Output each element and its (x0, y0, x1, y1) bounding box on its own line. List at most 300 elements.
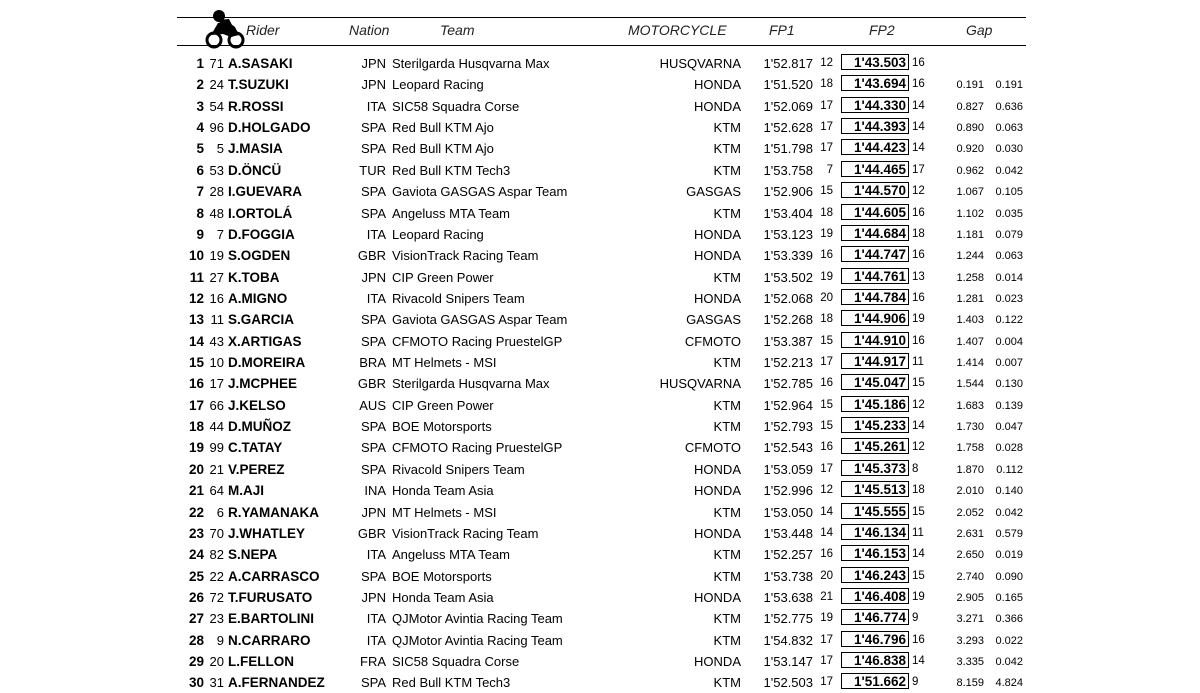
fp1-time: 1'52.503 (763, 675, 813, 691)
motorcycle: HONDA (694, 654, 741, 670)
rider-name: J.KELSO (228, 397, 286, 413)
team-name: CFMOTO Racing PruestelGP (392, 333, 563, 349)
position: 22 (188, 504, 204, 520)
rider-number: 72 (209, 590, 224, 605)
rider-number: 20 (209, 654, 224, 670)
table-row (0, 203, 1200, 224)
fp1-time: 1'54.832 (763, 632, 813, 648)
rider-name: S.OGDEN (228, 248, 291, 264)
fp1-time: 1'53.123 (763, 226, 813, 242)
gap-to-previous: 0.165 (995, 592, 1023, 604)
header-rider: Rider (246, 22, 280, 38)
gap-to-first: 8.159 (956, 677, 984, 690)
fp1-lap: 15 (820, 185, 833, 198)
rider-name: C.TATAY (228, 440, 283, 456)
nation: JPN (361, 56, 386, 71)
team-name: CIP Green Power (392, 269, 494, 285)
table-top-rule (177, 17, 1026, 18)
rider-number: 96 (209, 120, 224, 136)
fp1-lap: 17 (820, 99, 833, 112)
team-name: BOE Motorsports (392, 568, 492, 584)
rider-number: 6 (216, 504, 224, 520)
gap-to-previous: 0.030 (995, 143, 1023, 156)
gap-to-first: 2.010 (956, 485, 984, 498)
gap-to-previous: 0.028 (995, 442, 1023, 455)
motorcycle: KTM (713, 355, 741, 371)
rider-number: 82 (209, 547, 224, 563)
fp2-lap: 16 (912, 78, 925, 91)
fp2-time: 1'44.605 (841, 204, 909, 220)
gap-to-first: 1.067 (956, 186, 984, 199)
nation: GBR (357, 525, 386, 541)
table-row (0, 459, 1200, 480)
nation: SPA (360, 141, 386, 157)
fp2-time: 1'44.910 (841, 332, 909, 348)
team-name: Leopard Racing (392, 226, 484, 242)
nation: INA (364, 483, 386, 499)
gap-to-previous: 0.105 (995, 186, 1023, 199)
gap-to-previous: 0.042 (995, 506, 1023, 519)
position: 16 (188, 376, 204, 392)
rider-number: 54 (209, 98, 224, 114)
rider-number: 64 (209, 483, 224, 499)
fp2-time: 1'46.774 (841, 609, 909, 625)
motorcycle: KTM (713, 269, 741, 285)
nation: GBR (357, 248, 386, 264)
fp2-lap: 17 (912, 163, 925, 176)
rider-name: S.GARCIA (228, 312, 295, 328)
nation: SPA (360, 568, 386, 584)
nation: JPN (361, 590, 386, 605)
table-row (0, 523, 1200, 544)
position: 12 (188, 290, 204, 306)
team-name: Red Bull KTM Ajo (392, 141, 494, 157)
fp2-lap: 18 (912, 227, 925, 240)
header-rule (177, 45, 1026, 46)
gap-to-first: 1.181 (956, 228, 984, 241)
fp2-lap: 14 (912, 420, 925, 433)
position: 27 (188, 611, 204, 627)
header-motorcycle: MOTORCYCLE (628, 22, 727, 38)
team-name: SIC58 Squadra Corse (392, 98, 520, 114)
team-name: Angeluss MTA Team (392, 547, 511, 563)
nation: SPA (360, 120, 386, 136)
team-name: Red Bull KTM Tech3 (392, 675, 511, 691)
rider-number: 22 (209, 568, 224, 584)
motorcycle: HONDA (694, 461, 741, 477)
fp2-lap: 16 (912, 291, 925, 304)
nation: SPA (360, 333, 386, 349)
motorcycle: KTM (713, 141, 741, 157)
fp2-time: 1'44.906 (841, 310, 909, 326)
table-row (0, 608, 1200, 629)
fp1-time: 1'51.798 (763, 141, 813, 157)
fp1-lap: 18 (820, 313, 833, 326)
nation: BRA (359, 355, 386, 371)
nation: TUR (359, 162, 386, 178)
team-name: VisionTrack Racing Team (392, 248, 539, 264)
gap-to-first: 1.407 (956, 335, 984, 348)
position: 2 (196, 77, 204, 93)
gap-to-previous: 0.112 (996, 463, 1023, 476)
fp2-lap: 8 (912, 462, 919, 475)
nation: SPA (360, 312, 386, 328)
fp2-lap: 18 (912, 484, 925, 497)
fp2-time: 1'45.047 (841, 374, 909, 390)
gap-to-first: 2.740 (956, 570, 984, 583)
position: 11 (189, 269, 204, 285)
fp2-time: 1'45.186 (841, 396, 909, 412)
gap-to-previous: 0.063 (995, 122, 1023, 135)
fp2-lap: 16 (912, 57, 925, 69)
team-name: Rivacold Snipers Team (392, 290, 525, 306)
fp2-lap: 11 (912, 526, 924, 539)
team-name: BOE Motorsports (392, 419, 492, 435)
gap-to-first: 0.962 (956, 164, 984, 177)
table-row (0, 267, 1200, 288)
gap-to-first: 1.414 (956, 357, 984, 370)
fp2-lap: 12 (912, 185, 925, 198)
team-name: Gaviota GASGAS Aspar Team (392, 184, 568, 200)
fp2-time: 1'46.838 (841, 652, 909, 668)
fp1-time: 1'53.448 (763, 525, 813, 541)
header-team: Team (440, 22, 475, 38)
position: 15 (188, 355, 204, 371)
fp1-lap: 15 (820, 334, 833, 347)
team-name: Sterilgarda Husqvarna Max (392, 56, 550, 71)
table-row (0, 245, 1200, 266)
fp1-time: 1'52.785 (763, 376, 813, 392)
motorcycle: KTM (713, 547, 741, 563)
fp2-lap: 16 (912, 249, 925, 262)
rider-number: 44 (209, 419, 224, 435)
fp2-time: 1'45.261 (841, 438, 909, 454)
fp1-time: 1'52.996 (763, 483, 813, 499)
table-row (0, 651, 1200, 672)
gap-to-previous: 0.014 (995, 271, 1023, 284)
fp1-lap: 19 (820, 270, 833, 283)
gap-to-first: 1.683 (956, 399, 984, 412)
position: 4 (196, 120, 204, 136)
gap-to-previous: 0.047 (995, 421, 1023, 434)
motorcycle: HONDA (694, 483, 741, 499)
rider-number: 43 (209, 333, 224, 349)
motorcycle: CFMOTO (684, 440, 741, 456)
gap-to-previous: 0.042 (995, 164, 1023, 177)
gap-to-previous: 0.035 (995, 207, 1023, 220)
fp1-time: 1'52.775 (763, 611, 813, 627)
table-row (0, 309, 1200, 330)
fp1-time: 1'53.059 (763, 461, 813, 477)
nation: SPA (360, 419, 386, 435)
fp1-lap: 18 (820, 206, 833, 219)
motorcycle: KTM (713, 162, 741, 178)
gap-to-previous: 0.042 (995, 656, 1023, 669)
motorcycle: KTM (713, 632, 741, 648)
fp2-lap: 12 (912, 398, 925, 411)
fp2-lap: 19 (912, 591, 925, 603)
fp1-lap: 14 (820, 505, 833, 518)
fp1-lap: 16 (820, 377, 833, 390)
gap-to-previous: 0.022 (995, 634, 1023, 647)
fp2-time: 1'44.330 (841, 97, 909, 113)
rider-name: A.FERNANDEZ (228, 675, 325, 691)
fp1-lap: 18 (820, 78, 833, 91)
motorcycle: KTM (713, 120, 741, 136)
fp1-lap: 17 (820, 142, 833, 155)
fp1-lap: 20 (820, 291, 833, 304)
gap-to-previous: 0.023 (995, 292, 1023, 305)
nation: JPN (361, 77, 386, 93)
nation: ITA (366, 226, 386, 242)
rider-name: A.SASAKI (228, 56, 293, 71)
header-nation: Nation (349, 22, 390, 38)
table-row (0, 544, 1200, 565)
rider-number: 71 (209, 56, 224, 71)
team-name: Angeluss MTA Team (392, 205, 511, 221)
fp1-lap: 16 (820, 548, 833, 561)
table-row (0, 53, 1200, 74)
gap-to-previous: 4.824 (995, 677, 1023, 690)
fp2-time: 1'44.570 (841, 182, 909, 198)
motorcycle: GASGAS (686, 184, 741, 200)
position: 21 (188, 483, 204, 499)
fp2-lap: 14 (912, 655, 925, 668)
gap-to-first: 0.827 (956, 100, 984, 113)
rider-name: D.ÖNCÜ (228, 162, 282, 178)
fp2-lap: 16 (912, 633, 925, 646)
fp1-time: 1'53.339 (763, 248, 813, 264)
fp2-lap: 15 (912, 505, 925, 518)
nation: ITA (366, 98, 386, 114)
fp1-time: 1'52.964 (763, 397, 813, 413)
table-row (0, 437, 1200, 458)
position: 9 (196, 226, 204, 242)
motorcycle: HONDA (694, 226, 741, 242)
position: 30 (188, 675, 204, 691)
table-row (0, 480, 1200, 501)
table-row (0, 352, 1200, 373)
fp1-time: 1'52.817 (763, 56, 813, 71)
rider-name: D.MUÑOZ (228, 419, 291, 435)
gap-to-previous: 0.636 (995, 100, 1023, 113)
header-gap: Gap (966, 22, 993, 38)
table-row (0, 416, 1200, 437)
position: 13 (188, 312, 204, 328)
fp2-lap: 16 (912, 334, 925, 347)
table-row (0, 566, 1200, 587)
fp2-time: 1'51.662 (841, 673, 909, 689)
nation: SPA (360, 184, 386, 200)
gap-to-previous: 0.191 (995, 79, 1023, 92)
position: 14 (188, 333, 204, 349)
fp2-time: 1'44.393 (841, 118, 909, 134)
position: 23 (188, 525, 204, 541)
position: 25 (188, 568, 204, 584)
nation: ITA (366, 632, 386, 648)
motorcycle: HUSQVARNA (659, 56, 741, 71)
fp1-time: 1'53.502 (763, 269, 813, 285)
nation: SPA (360, 461, 386, 477)
position: 24 (188, 547, 204, 563)
rider-name: D.FOGGIA (228, 226, 295, 242)
fp2-time: 1'45.513 (841, 481, 909, 497)
rider-name: D.HOLGADO (228, 120, 311, 136)
fp2-lap: 16 (912, 206, 925, 219)
motorcycle: HONDA (694, 98, 741, 114)
rider-number: 9 (216, 632, 224, 648)
table-row (0, 96, 1200, 117)
fp1-lap: 17 (820, 462, 833, 475)
position: 8 (196, 205, 204, 221)
position: 3 (196, 98, 204, 114)
rider-name: I.GUEVARA (228, 184, 303, 200)
fp2-time: 1'44.784 (841, 289, 909, 305)
fp2-lap: 19 (912, 313, 925, 326)
motorcycle: KTM (713, 419, 741, 435)
gap-to-first: 1.244 (956, 250, 984, 263)
fp1-lap: 16 (820, 441, 833, 454)
table-row (0, 224, 1200, 245)
fp1-lap: 21 (820, 591, 833, 603)
fp2-time: 1'45.555 (841, 503, 909, 519)
nation: JPN (361, 269, 386, 285)
fp1-lap: 17 (820, 356, 833, 369)
rider-number: 27 (209, 269, 224, 285)
table-row (0, 138, 1200, 159)
table-row (0, 288, 1200, 309)
position: 1 (196, 56, 204, 71)
rider-name: L.FELLON (228, 654, 294, 670)
nation: SPA (360, 440, 386, 456)
fp2-lap: 11 (912, 356, 924, 369)
gap-to-first: 1.870 (956, 463, 984, 476)
fp2-lap: 15 (912, 377, 925, 390)
fp1-time: 1'53.638 (763, 590, 813, 605)
gap-to-previous: 0.007 (995, 357, 1023, 370)
fp1-time: 1'52.257 (763, 547, 813, 563)
gap-to-first: 2.650 (956, 549, 984, 562)
fp1-lap: 17 (820, 633, 833, 646)
fp1-time: 1'53.738 (763, 568, 813, 584)
rider-number: 17 (209, 376, 224, 392)
position: 7 (196, 184, 204, 200)
nation: SPA (360, 205, 386, 221)
nation: AUS (359, 397, 386, 413)
position: 19 (188, 440, 204, 456)
team-name: QJMotor Avintia Racing Team (392, 632, 563, 648)
gap-to-previous: 0.090 (995, 570, 1023, 583)
nation: ITA (366, 547, 386, 563)
fp1-time: 1'52.793 (763, 419, 813, 435)
fp1-lap: 15 (820, 420, 833, 433)
gap-to-previous: 0.140 (995, 485, 1023, 498)
rider-name: J.MASIA (228, 141, 283, 157)
rider-name: R.YAMANAKA (228, 504, 320, 520)
gap-to-first: 0.920 (956, 143, 984, 156)
gap-to-previous: 0.130 (995, 378, 1023, 391)
position: 20 (188, 461, 204, 477)
rider-name: J.MCPHEE (228, 376, 298, 392)
table-row (0, 74, 1200, 95)
header-fp1: FP1 (769, 22, 795, 38)
position: 5 (196, 141, 204, 157)
rider-number: 31 (209, 675, 224, 691)
gap-to-first: 2.631 (956, 527, 984, 540)
team-name: Honda Team Asia (392, 590, 494, 605)
team-name: Honda Team Asia (392, 483, 494, 499)
team-name: Leopard Racing (392, 77, 484, 93)
fp2-time: 1'44.761 (841, 268, 909, 284)
fp1-lap: 12 (820, 57, 833, 69)
position: 6 (196, 162, 204, 178)
team-name: Red Bull KTM Ajo (392, 120, 494, 136)
team-name: SIC58 Squadra Corse (392, 654, 520, 670)
rider-number: 48 (209, 205, 224, 221)
rider-number: 10 (209, 355, 224, 371)
team-name: MT Helmets - MSI (392, 355, 497, 371)
rider-name: N.CARRARO (228, 632, 311, 648)
rider-number: 23 (209, 611, 224, 627)
motorcycle: KTM (713, 568, 741, 584)
fp1-lap: 17 (820, 676, 833, 689)
rider-number: 19 (209, 248, 224, 264)
rider-number: 5 (216, 141, 224, 157)
fp2-lap: 13 (912, 270, 925, 283)
rider-number: 21 (209, 461, 224, 477)
position: 26 (188, 590, 204, 605)
rider-number: 7 (216, 226, 224, 242)
team-name: VisionTrack Racing Team (392, 525, 539, 541)
fp1-time: 1'53.147 (763, 654, 813, 670)
position: 28 (188, 632, 204, 648)
motorcycle: GASGAS (686, 312, 741, 328)
nation: GBR (357, 376, 386, 392)
rider-name: X.ARTIGAS (228, 333, 302, 349)
fp2-lap: 15 (912, 569, 925, 582)
gap-to-first: 3.335 (956, 656, 984, 669)
gap-to-previous: 0.079 (995, 228, 1023, 241)
fp2-lap: 12 (912, 441, 925, 454)
rider-number: 53 (209, 162, 224, 178)
rider-name: I.ORTOLÁ (228, 205, 293, 221)
fp2-lap: 14 (912, 121, 925, 134)
team-name: Red Bull KTM Tech3 (392, 162, 511, 178)
motorcycle: KTM (713, 397, 741, 413)
gap-to-first: 1.281 (956, 292, 984, 305)
nation: SPA (360, 675, 386, 691)
gap-to-first: 1.544 (956, 378, 984, 391)
rider-name: V.PEREZ (228, 461, 285, 477)
fp1-lap: 14 (820, 526, 833, 539)
nation: JPN (361, 504, 386, 520)
fp2-time: 1'43.694 (841, 75, 909, 91)
fp2-time: 1'45.373 (841, 460, 909, 476)
motorcycle: HUSQVARNA (659, 376, 741, 392)
fp1-time: 1'52.068 (763, 290, 813, 306)
gap-to-first: 1.258 (956, 271, 984, 284)
motorcycle: CFMOTO (684, 333, 741, 349)
table-row (0, 331, 1200, 352)
nation: FRA (360, 654, 386, 670)
fp1-time: 1'52.268 (763, 312, 813, 328)
motorcycle: KTM (713, 675, 741, 691)
motorcycle: KTM (713, 504, 741, 520)
fp2-time: 1'44.917 (841, 353, 909, 369)
gap-to-previous: 0.366 (995, 613, 1023, 626)
gap-to-first: 1.403 (956, 314, 984, 327)
nation: ITA (366, 290, 386, 306)
